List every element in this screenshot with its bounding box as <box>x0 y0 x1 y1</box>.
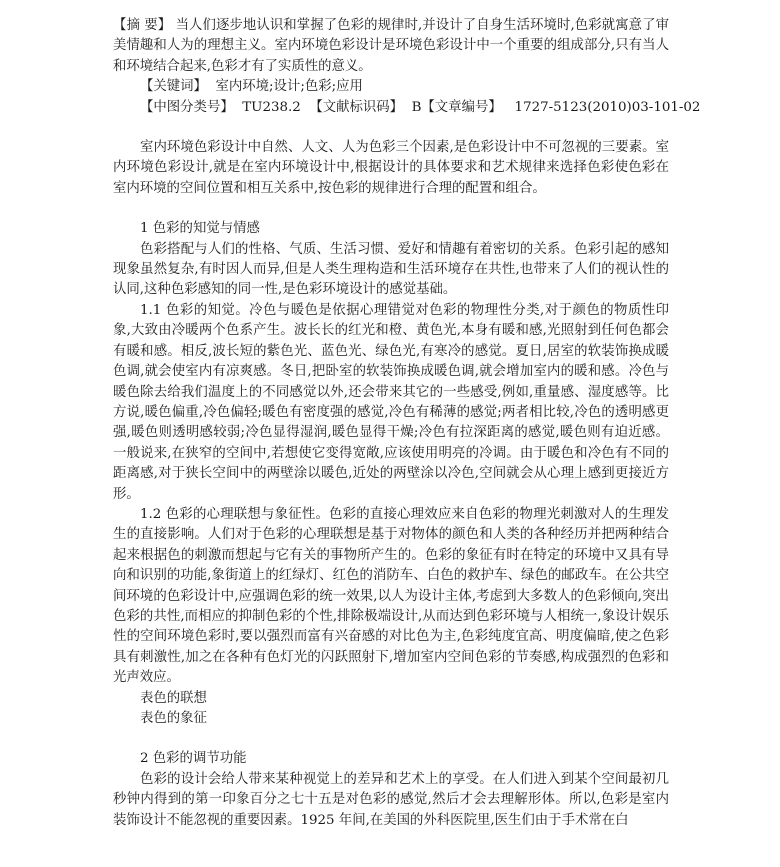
subheading-color-symbolism: 表色的象征 <box>140 711 207 726</box>
section-1-1-paragraph: 1.1 色彩的知觉。冷色与暖色是依据心理错觉对色彩的物理性分类,对于颜色的物质性印象,大致由冷暖两个色系产生。波长长的红光和橙、黄色光,本身有暖和感,光照射到任何色都会有暖和感。相反,波长短的紫色光、蓝色光、绿色光,有寒冷的感觉。夏日,居室的软装饰换成暖色调,就会使室内有凉爽感。冬日,把卧室的软装饰换成暖色调,就会增加室内的暖和感。冷色与暖色除去给我们温度上的不同感觉以外,还会带来其它的一些感受,例如,重量感、湿度感等。比方说,暖色偏重,冷色偏轻;暖色有密度强的感觉,冷色有稀薄的感觉;两者相比较,冷色的透明感更强,暖色则透明感较弱;冷色显得湿润,暖色显得干燥;冷色有拉深距离的感觉,暖色则有迫近感。一般说来,在狭窄的空间中,若想使它变得宽敞,应该使用明亮的冷调。由于暖色和冷色有不同的距离感,对于狭长空间中的两壁涂以暖色,近处的两壁涂以冷色,空间就会从心理上感到更接近方形。 <box>113 302 669 502</box>
spacer <box>113 729 669 749</box>
section-2-heading: 2 色彩的调节功能 <box>140 751 247 767</box>
article-number-value: 1727-5123(2010)03-101-02 <box>514 99 701 115</box>
spacer <box>113 199 669 219</box>
keywords-label: 【关键词】 <box>140 79 207 95</box>
intro-paragraph: 室内环境色彩设计中自然、人文、人为色彩三个因素,是色彩设计中不可忽视的三要素。室内环境色彩设计,就是在室内环境设计中,根据设计的具体要求和艺术规律来选择色彩使色彩在室内环境的空间位置和相互关系中,按色彩的规律进行合理的配置和组合。 <box>113 140 669 196</box>
subheading-color-association: 表色的联想 <box>140 690 207 706</box>
article-number-label: 【文章编号】 <box>421 99 502 115</box>
clc-label: 【中图分类号】 <box>140 99 234 115</box>
article-page <box>113 16 701 831</box>
abstract-text: 当人们逐步地认识和掌握了色彩的规律时,并设计了自身生活环境时,色彩就寓意了审美情趣和人为的理想主义。室内环境色彩设计是环境色彩设计中一个重要的组成部分,只有当人和环境结合起来,色彩才有了实质性的意义。 <box>113 18 669 74</box>
clc-value: TU238.2 <box>242 99 301 115</box>
keywords-text: 室内环境;设计;色彩;应用 <box>215 79 363 95</box>
abstract <box>113 16 669 77</box>
keywords <box>113 77 669 97</box>
doc-code-label: 【文献标识码】 <box>309 99 404 115</box>
doc-code-value: B <box>411 99 422 115</box>
classification-line <box>113 98 701 118</box>
spacer <box>113 118 669 138</box>
section-1-heading: 1 色彩的知觉与情感 <box>140 221 260 237</box>
section-1-2-paragraph: 1.2 色彩的心理联想与象征性。色彩的直接心理效应来自色彩的物理光刺激对人的生理发生的直接影响。人们对于色彩的心理联想是基于对物体的颜色和人类的各种经历并把两种结合起来根据色的刺激而想起与它有关的事物所产生的。色彩的象征有时在特定的环境中又具有导向和识别的功能,象街道上的红绿灯、红色的消防车、白色的救护车、绿色的邮政车。在公共空间环境的色彩设计中,应强调色彩的统一效果,以人为设计主体,考虑到大多数人的色彩倾向,突出色彩的共性,而相应的抑制色彩的个性,排除极端设计,从而达到色彩环境与人相统一,象设计娱乐性的空间环境色彩时,要以强烈而富有兴奋感的对比色为主,色彩纯度宜高、明度偏暗,使之色彩具有刺激性,加之在各种有色灯光的闪跃照射下,增加室内空间色彩的节奏感,构成强烈的色彩和光声效应。 <box>113 506 669 686</box>
section-2-paragraph-1: 色彩的设计会给人带来某种视觉上的差异和艺术上的享受。在人们进入到某个空间最初几秒钟内得到的第一印象百分之七十五是对色彩的感觉,然后才会去理解形体。所以,色彩是室内装饰设计不能忽视的重要因素。1925 年间,在美国的外科医院里,医生们由于手术常在白 <box>113 771 669 828</box>
abstract-label: 【摘 要】 <box>113 18 172 33</box>
section-1-paragraph-1: 色彩搭配与人们的性格、气质、生活习惯、爱好和情趣有着密切的关系。色彩引起的感知现象虽然复杂,有时因人而异,但是人类生理构造和生活环境存在共性,也带来了人们的视认性的认同,这种色彩感知的同一性,是色彩环境设计的感觉基础。 <box>113 241 669 298</box>
